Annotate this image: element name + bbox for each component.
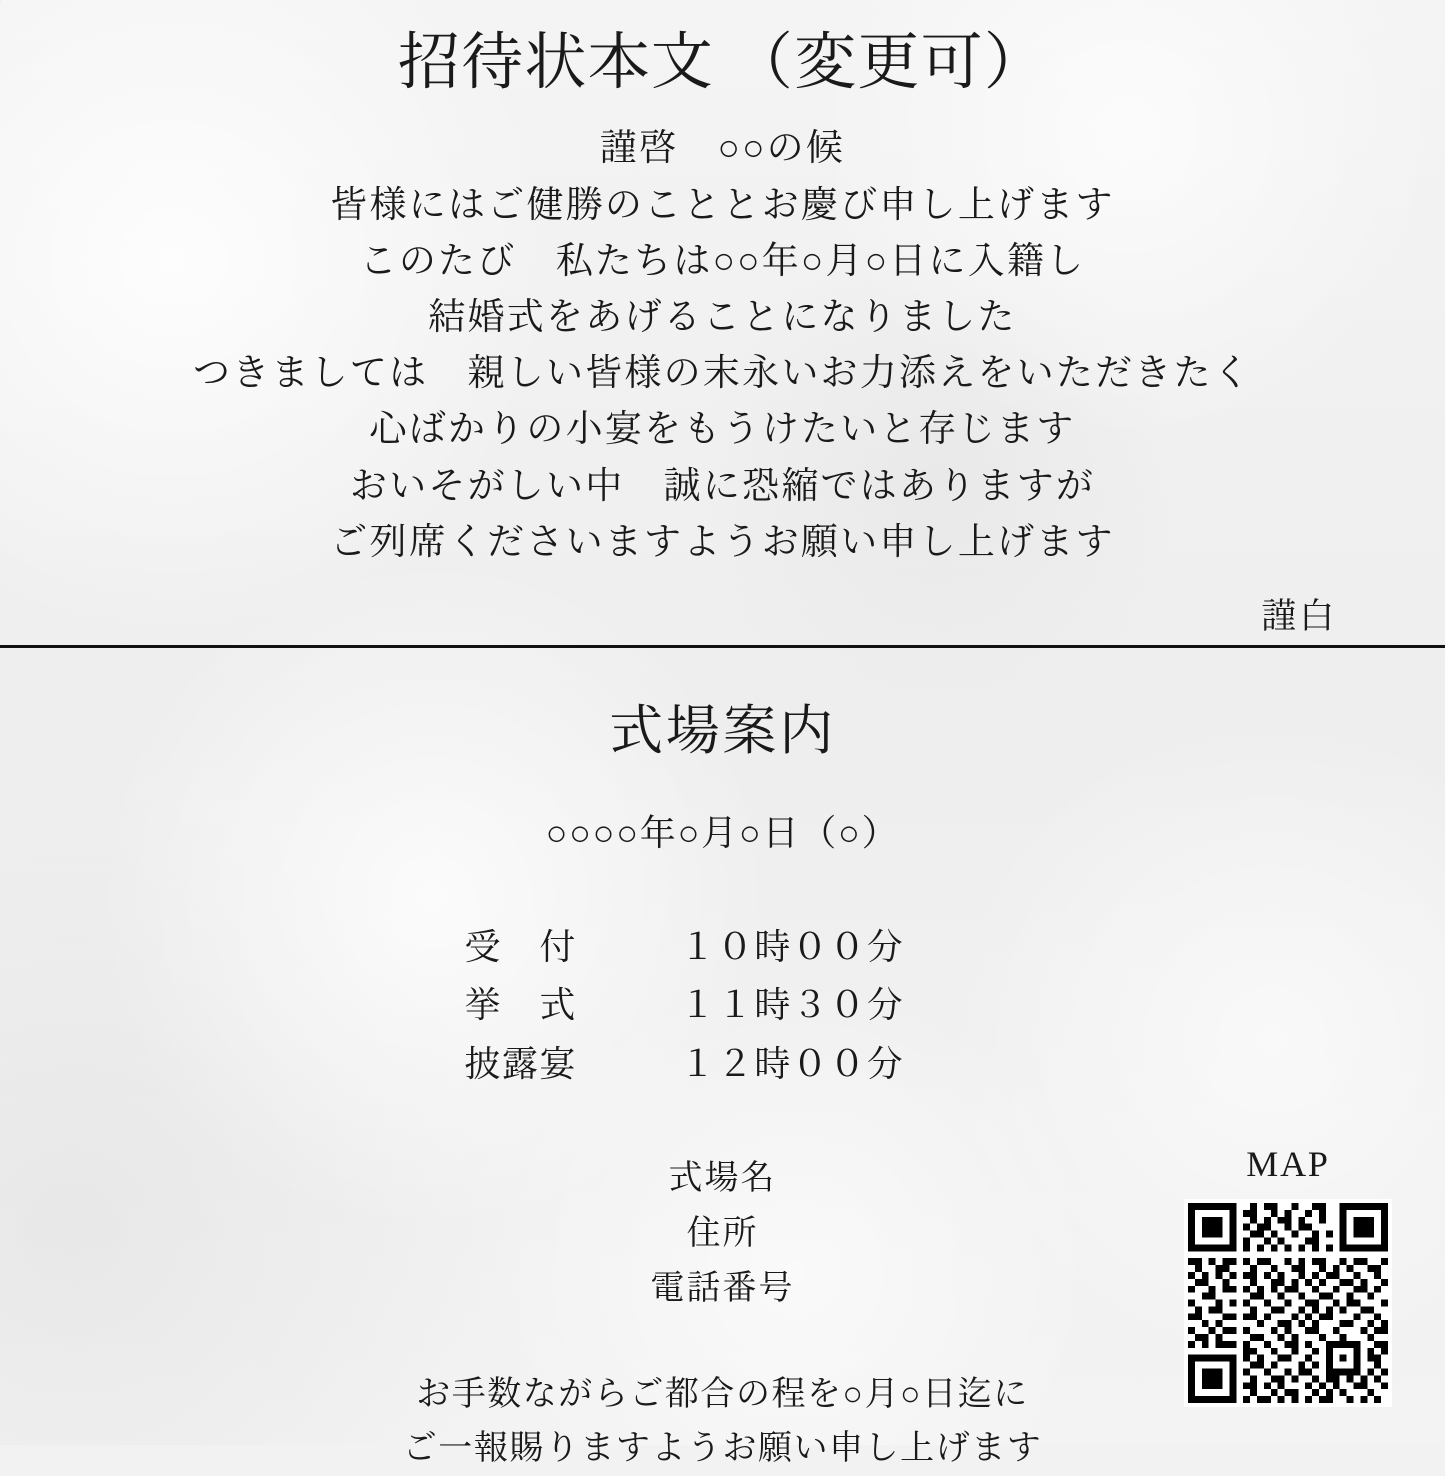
schedule-time: １１時３０分 xyxy=(679,985,905,1026)
schedule-label: 受 付 xyxy=(464,927,577,967)
schedule-row xyxy=(443,918,1003,976)
invitation-body-line: 謹啓 ○○の候 xyxy=(599,128,846,170)
invitation-body xyxy=(0,99,1445,571)
rsvp-line: お手数ながらご都合の程を○月○日迄に xyxy=(416,1376,1029,1414)
invitation-body-line: ご列席くださいますようお願い申し上げます xyxy=(330,521,1115,563)
schedule-table xyxy=(443,856,1003,1093)
schedule-time: １２時００分 xyxy=(679,1043,905,1084)
venue-info-line: 式場名 xyxy=(668,1159,777,1197)
invitation-body-line: 心ばかりの小宴をもうけたいと存じます xyxy=(369,409,1076,451)
schedule-row xyxy=(443,1035,1003,1093)
invitation-section xyxy=(0,0,1445,645)
invitation-body-line: 皆様にはご健勝のこととお慶び申し上げます xyxy=(330,184,1115,226)
venue-info-line: 住所 xyxy=(686,1215,759,1253)
rsvp-line: ご一報賜りますようお願い申し上げます xyxy=(402,1429,1043,1467)
venue-title: 式場案内 xyxy=(609,701,836,761)
invitation-body-line: このたび 私たちは○○年○月○日に入籍し xyxy=(359,240,1086,282)
venue-date: ○○○○年○月○日（○） xyxy=(545,813,900,853)
map-label: MAP xyxy=(1246,1144,1330,1184)
schedule-label: 挙 式 xyxy=(464,985,577,1026)
map-block xyxy=(1183,1143,1393,1407)
invitation-closing: 謹白 xyxy=(1261,597,1337,637)
schedule-label: 披露宴 xyxy=(464,1043,577,1084)
schedule-time: １０時００分 xyxy=(679,927,905,967)
qr-code-icon[interactable] xyxy=(1184,1199,1392,1407)
invitation-body-line: つきましては 親しい皆様の末永いお力添えをいただきたく xyxy=(193,353,1252,395)
venue-info-line: 電話番号 xyxy=(650,1270,795,1308)
schedule-row xyxy=(443,976,1003,1034)
page-title: 招待状本文 （変更可） xyxy=(397,29,1048,97)
venue-section xyxy=(0,648,1445,1467)
invitation-body-line: 結婚式をあげることになりました xyxy=(428,297,1017,338)
invitation-body-line: おいそがしい中 誠に恐縮ではありますが xyxy=(349,465,1096,507)
